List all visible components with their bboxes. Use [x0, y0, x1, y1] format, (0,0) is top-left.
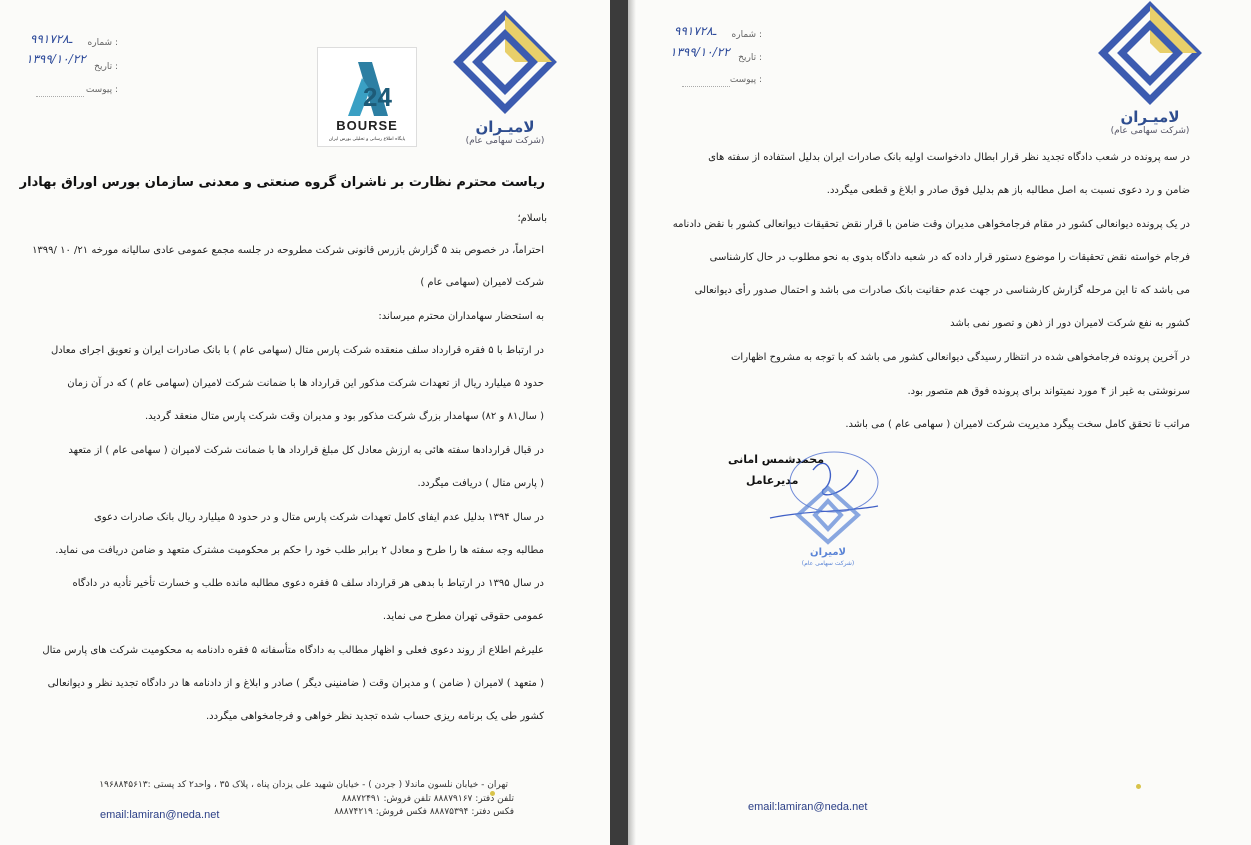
body-line: سرنوشتی به غیر از ۴ مورد نمیتواند برای پرونده فوق هم متصور بود. [907, 386, 1190, 397]
footer-email[interactable]: email:lamiran@neda.net [100, 809, 220, 821]
attachment-label: پیوست : [85, 85, 118, 95]
bourse-caption: پایگاه اطلاع رسانی و تحلیلی بورس ایران [328, 137, 406, 142]
company-name: لامیـران [475, 118, 535, 136]
body-line: حدود ۵ میلیارد ریال از تعهدات شرکت مذکور این قرارداد ها با ضمانت شرکت لامیران (سهامی عام ) که در آن زمان [67, 378, 544, 389]
company-block [1100, 108, 1200, 136]
attachment-dots [682, 85, 730, 87]
number-label: شماره : [731, 30, 762, 40]
date-value: ۱۳۹۹/۱۰/۲۲ [26, 52, 86, 66]
body-line: کشور طی یک برنامه ریزی حساب شده تجدید نظر خواهی و فرجامخواهی میگردد. [205, 711, 544, 722]
company-subtitle: (شرکت سهامی عام) [465, 136, 545, 146]
signatory-role: مدیرعامل [746, 474, 799, 487]
body-line: فرجام خواسته نقض تحقیقات را موضوع دستور قرار داده که در شعبه دادگاه بدوی به نحو مطلوب در حال کارشناسی [709, 252, 1190, 263]
signatory-name: محمدشمس امانی [728, 453, 825, 466]
bourse-mark: 24 [363, 82, 392, 112]
body-line: در سه پرونده در شعب دادگاه تجدید نظر قرار ابطال دادخواست اولیه بانک صادرات ایران بدلیل استفاده از سفته های [708, 152, 1190, 163]
stamp-name: لامیران [810, 547, 846, 558]
body-line: ( سال۸۱ و ۸۲) سهامدار بزرگ شرکت مذکور بود و مدیران وقت شرکت پارس متال منعقد گردید. [144, 411, 544, 422]
letter-title: ریاست محترم نظارت بر ناشران گروه صنعتی و معدنی سازمان بورس اوراق بهادار [19, 175, 545, 190]
number-value: ۹۹ـ۱۷۲۸ [674, 24, 717, 38]
body-line: در ارتباط با ۵ فقره قرارداد سلف منعقده شرکت پارس متال (سهامی عام ) با بانک صادرات ایران و تعویق اجرای معادل [50, 345, 544, 356]
body-line: در یک پرونده دیوانعالی کشور در مقام فرجامخواهی مدیران وقت ضامن با قرار نقض تحقیقات دیوانعالی کشور با نقض دادنامه [672, 219, 1190, 230]
body-line: مراتب تا تحقق کامل سخت پیگرد مدیریت شرکت لامیران ( سهامی عام ) می باشد. [845, 419, 1190, 430]
body-line: احتراماً، در خصوص بند ۵ گزارش بازرس قانونی شرکت مطروحه در جلسه مجمع عمومی عادی سالیانه مورخه ۲۱/ ۱۰ /۱۳۹۹ [32, 245, 544, 256]
signature-stamp-icon [768, 440, 888, 570]
company-name: لامیـران [1120, 108, 1180, 126]
footer-bullet [1136, 784, 1141, 789]
date-value: ۱۳۹۹/۱۰/۲۲ [670, 45, 730, 59]
body-line: در آخرین پرونده فرجامخواهی شده در انتظار رسیدگی دیوانعالی کشور می باشد که با توجه به مشروح اظهارات [731, 352, 1190, 363]
body-line: به استحضار سهامداران محترم میرساند: [378, 311, 544, 322]
footer-address: تهران - خیابان نلسون ماندلا ( جردن ) - خیابان شهید علی یزدان پناه ، پلاک ۳۵ ، واحد۲ کد پستی :۱۹۶۸۸۴۵۶۱۳ [99, 780, 508, 790]
letter-page-1 [0, 0, 610, 845]
body-line: علیرغم اطلاع از روند دعوی فعلی و اظهار مطالب به دادگاه متأسفانه ۵ فقره دادنامه به محکومیت شرکت های پارس متال [42, 645, 544, 656]
bourse-logo-icon [318, 48, 416, 146]
body-line: عمومی حقوقی تهران مطرح می نماید. [382, 611, 544, 622]
lamiran-logo-icon [1100, 3, 1200, 103]
body-line: شرکت لامیران (سهامی عام ) [420, 277, 544, 288]
attachment-label: پیوست : [729, 75, 762, 85]
body-line: در سال ۱۳۹۵ در ارتباط با بدهی هر قرارداد سلف ۵ فقره دعوی مطالبه مانده طلب و خسارت تأخیر تأدیه در دادگاه [72, 578, 544, 589]
body-line: ضامن و رد دعوی نسبت به اصل مطالبه باز هم بدلیل فوق صادر و ابلاغ و قطعی میگردد. [826, 185, 1190, 196]
number-label: شماره : [87, 38, 118, 48]
number-value: ۹۹ـ۱۷۲۸ [30, 32, 73, 46]
date-label: تاریخ : [738, 53, 762, 63]
company-block [455, 118, 555, 146]
footer-phone: تلفن دفتر: ۸۸۸۷۹۱۶۷ تلفن فروش: ۸۸۸۷۲۴۹۱ [341, 794, 514, 804]
stamp-subtitle: (شرکت سهامی عام) [801, 560, 855, 567]
body-line: ( متعهد ) لامیران ( ضامن ) و مدیران وقت ( ضامنینی دیگر ) صادر و ابلاغ و از دادنامه ها در دادگاه تجدید نظر و دیوانعالی [47, 678, 544, 689]
body-line: مطالبه وجه سفته ها را طرح و معادل ۲ برابر طلب خود را حکم بر محکومیت مشترک متعهد و ضامن دریافت می نماید. [55, 545, 544, 556]
lamiran-logo-icon [455, 12, 555, 112]
body-line: در سال ۱۳۹۴ بدلیل عدم ایفای کامل تعهدات شرکت پارس متال و در حدود ۵ میلیارد ریال بانک صادرات دعوی [93, 512, 544, 523]
bourse-text: BOURSE [336, 118, 398, 133]
attachment-dots [36, 95, 84, 97]
footer-email[interactable]: email:lamiran@neda.net [748, 801, 868, 813]
body-line: ( پارس متال ) دریافت میگردد. [417, 478, 544, 489]
date-label: تاریخ : [94, 62, 118, 72]
body-line: در قبال قراردادها سفته هائی به ارزش معادل کل مبلغ قرارداد ها با ضمانت شرکت لامیران ( سهامی عام ) از متعهد [68, 445, 544, 456]
body-line: می باشد که تا این مرحله گزارش کارشناسی در جهت عدم حقانیت بانک صادرات می باشد و احتمال صدور رأی دیوانعالی [694, 285, 1190, 296]
footer-fax: فکس دفتر: ۸۸۸۷۵۳۹۴ فکس فروش: ۸۸۸۷۴۲۱۹ [334, 807, 514, 817]
body-line: باسلام؛ [517, 213, 547, 224]
company-subtitle: (شرکت سهامی عام) [1110, 126, 1190, 136]
body-line: کشور به نفع شرکت لامیران دور از ذهن و تصور نمی باشد [950, 318, 1190, 329]
bourse-logo [317, 47, 417, 147]
